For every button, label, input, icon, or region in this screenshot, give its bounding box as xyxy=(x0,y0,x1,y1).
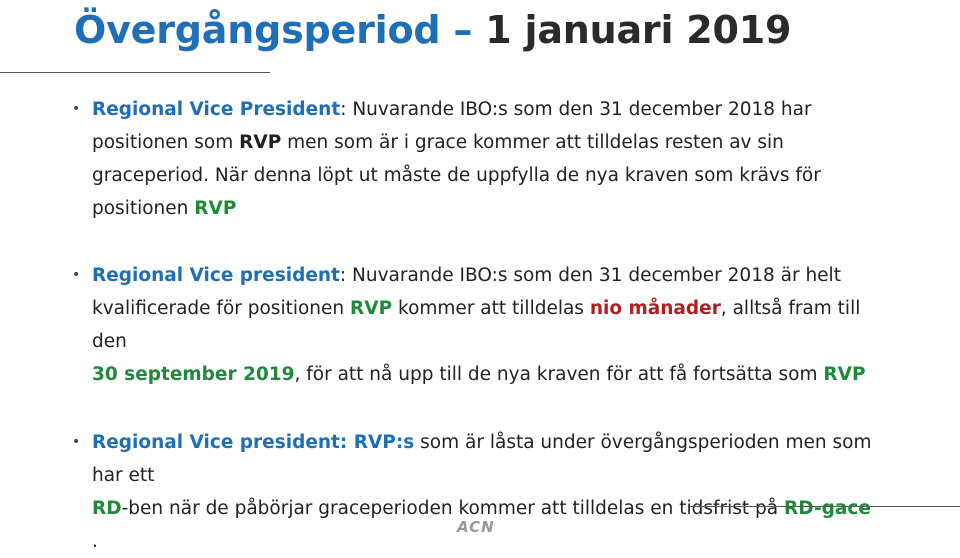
highlight-text: RVP:s xyxy=(353,432,415,453)
bullet-line xyxy=(92,459,154,492)
bullet-line xyxy=(92,192,236,225)
slide-title xyxy=(74,8,791,52)
bullet-line xyxy=(92,426,872,459)
body-text: , alltså fram till xyxy=(720,298,861,319)
body-text: men som är i grace kommer att tilldelas resten av sin xyxy=(281,132,784,153)
body-text: som är låsta under övergångsperioden men som xyxy=(414,432,872,453)
highlight-text: RVP xyxy=(239,132,282,153)
body-text: kommer att tilldelas xyxy=(392,298,590,319)
bullet-line xyxy=(92,93,812,126)
bullet-dot-icon: • xyxy=(72,267,81,283)
title-date: 1 januari 2019 xyxy=(485,8,792,52)
highlight-text: RVP xyxy=(823,364,866,385)
body-text: positionen xyxy=(92,198,195,219)
bullet-line xyxy=(92,159,821,192)
title-text: Övergångsperiod – xyxy=(74,8,486,52)
bullet-dot-icon: • xyxy=(72,101,81,117)
highlight-text: 30 september 2019 xyxy=(92,364,295,385)
title-divider xyxy=(0,72,270,73)
bullet-line xyxy=(92,292,860,325)
body-text: positionen som xyxy=(92,132,240,153)
bullet-dot-icon: • xyxy=(72,434,81,450)
body-text: , för att nå upp till de nya kraven för att få fortsätta som xyxy=(294,364,824,385)
body-text: den xyxy=(92,331,127,352)
body-text: . xyxy=(92,531,98,552)
bullet-line xyxy=(92,259,841,292)
highlight-text: nio månader xyxy=(589,298,721,319)
body-text: -ben när de påbörjar graceperioden kommer att tilldelas en tidsfrist på xyxy=(121,498,784,519)
bullet-line xyxy=(92,525,98,558)
bullet-line xyxy=(92,358,866,391)
highlight-text: RVP xyxy=(350,298,393,319)
highlight-text: Regional Vice president: xyxy=(92,432,354,453)
highlight-text: Regional Vice President xyxy=(92,99,341,120)
bullet-line xyxy=(92,126,784,159)
body-text: : Nuvarande IBO:s som den 31 december 2018 är helt xyxy=(339,265,841,286)
highlight-text: Regional Vice president xyxy=(92,265,340,286)
body-text: har ett xyxy=(92,465,155,486)
highlight-text: RVP xyxy=(194,198,237,219)
highlight-text: RD-gace xyxy=(784,498,871,519)
footer-divider xyxy=(690,506,960,507)
body-text: kvalificerade för positionen xyxy=(92,298,351,319)
highlight-text: RD xyxy=(92,498,122,519)
bullet-line xyxy=(92,325,127,358)
acn-logo: ACN xyxy=(457,518,495,536)
body-text: : Nuvarande IBO:s som den 31 december 2018 har xyxy=(340,99,812,120)
body-text: graceperiod. När denna löpt ut måste de uppfylla de nya kraven som krävs för xyxy=(92,165,821,186)
